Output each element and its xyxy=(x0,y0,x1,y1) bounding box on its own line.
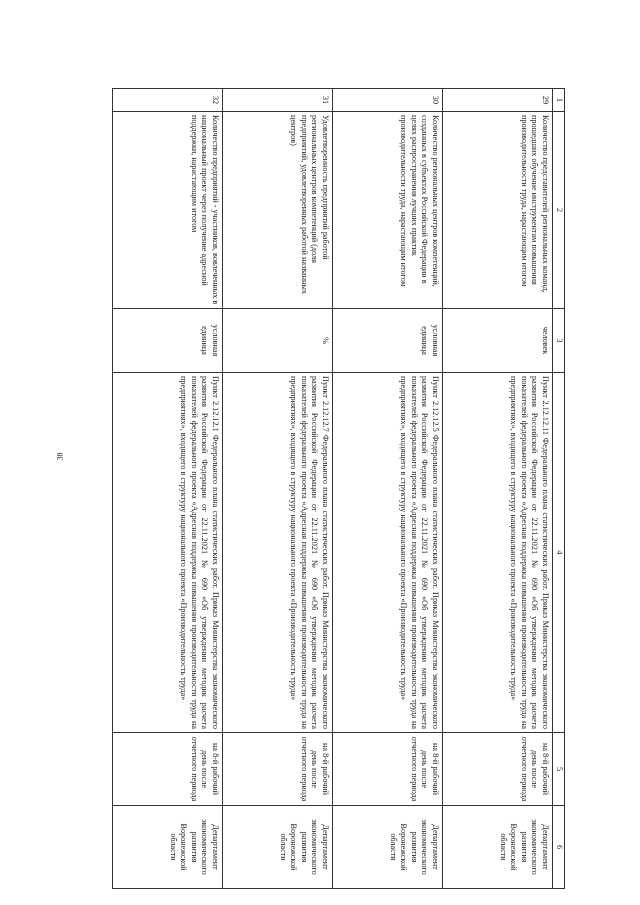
deadline: на 8-й рабочий день после отчетного периода xyxy=(113,733,223,806)
unit: человек xyxy=(443,309,553,373)
header-col-3: 3 xyxy=(553,309,565,373)
responsible: Департамент экономического развития Воронежской области xyxy=(443,806,553,889)
deadline: на 8-й рабочий день после отчетного периода xyxy=(223,733,333,806)
indicator-name: Количество предприятий - участников, вовлеченных в национальный проект через получение адресной поддержки, нарастающим итогом xyxy=(113,112,223,309)
table-row xyxy=(333,89,443,889)
responsible: Департамент экономического развития Воронежской области xyxy=(333,806,443,889)
data-source: Пункт 2.12.12.1 Федерального плана статистических работ. Приказ Министерства экономического развития Российской Федерации от 22.11.2021 № 690 «Об утверждении методик расчета показателей федерального проекта «Адресная поддержка повышения производительности труда на предприятиях», входящего в структуру национального проекта «Производительность труда» xyxy=(113,373,223,733)
data-source: Пункт 2.12.12.11 Федерального плана статистических работ. Приказ Министерства экономического развития Российской Федерации от 22.11.2021 № 690 «Об утверждении методик расчета показателей федерального проекта «Адресная поддержка повышения производительности труда на предприятиях», входящего в структуру национального проекта «Производительность труда» xyxy=(443,373,553,733)
header-row xyxy=(553,89,565,889)
header-col-5: 5 xyxy=(553,733,565,806)
table-row xyxy=(443,89,553,889)
row-number: 29 xyxy=(443,89,553,112)
indicator-name: Количество региональных центров компетенций, созданных в субъектах Российской Федерации в целях распространения лучших практик производительности труда, нарастающим итогом xyxy=(333,112,443,309)
header-col-1: 1 xyxy=(553,89,565,112)
header-col-4: 4 xyxy=(553,373,565,733)
row-number: 32 xyxy=(113,89,223,112)
deadline: на 8-й рабочий день после отчетного периода xyxy=(333,733,443,806)
indicators-table xyxy=(112,88,565,889)
header-col-2: 2 xyxy=(553,112,565,309)
table-row xyxy=(223,89,333,889)
unit: условная единица xyxy=(333,309,443,373)
responsible: Департамент экономического развития Воронежской области xyxy=(223,806,333,889)
row-number: 31 xyxy=(223,89,333,112)
page-number: 38 xyxy=(55,452,65,461)
deadline: на 8-й рабочий день после отчетного периода xyxy=(443,733,553,806)
unit: условная единица xyxy=(113,309,223,373)
rotated-table-container xyxy=(112,88,565,888)
data-source: Пункт 2.12.12.5 Федерального плана статистических работ. Приказ Министерства экономического развития Российской Федерации от 22.11.2021 № 690 «Об утверждении методик расчета показателей федерального проекта «Адресная поддержка повышения производительности труда на предприятиях», входящего в структуру национального проекта «Производительность труда» xyxy=(333,373,443,733)
table-row xyxy=(113,89,223,889)
data-source: Пункт 2.12.12.7 Федерального плана статистических работ. Приказ Министерства экономического развития Российской Федерации от 22.11.2021 № 690 «Об утверждении методик расчета показателей федерального проекта «Адресная поддержка повышения производительности труда на предприятиях», входящего в структуру национального проекта «Производительность труда» xyxy=(223,373,333,733)
unit: % xyxy=(223,309,333,373)
responsible: Департамент экономического развития Воронежской области xyxy=(113,806,223,889)
indicator-name: Удовлетворенность предприятий работой региональных центров компетенций (доля предприятий, удовлетворенных работой названных центров) xyxy=(223,112,333,309)
indicator-name: Количество представителей региональных команд, прошедших обучение инструментам повышения производительности труда, нарастающим итогом xyxy=(443,112,553,309)
row-number: 30 xyxy=(333,89,443,112)
header-col-6: 6 xyxy=(553,806,565,889)
